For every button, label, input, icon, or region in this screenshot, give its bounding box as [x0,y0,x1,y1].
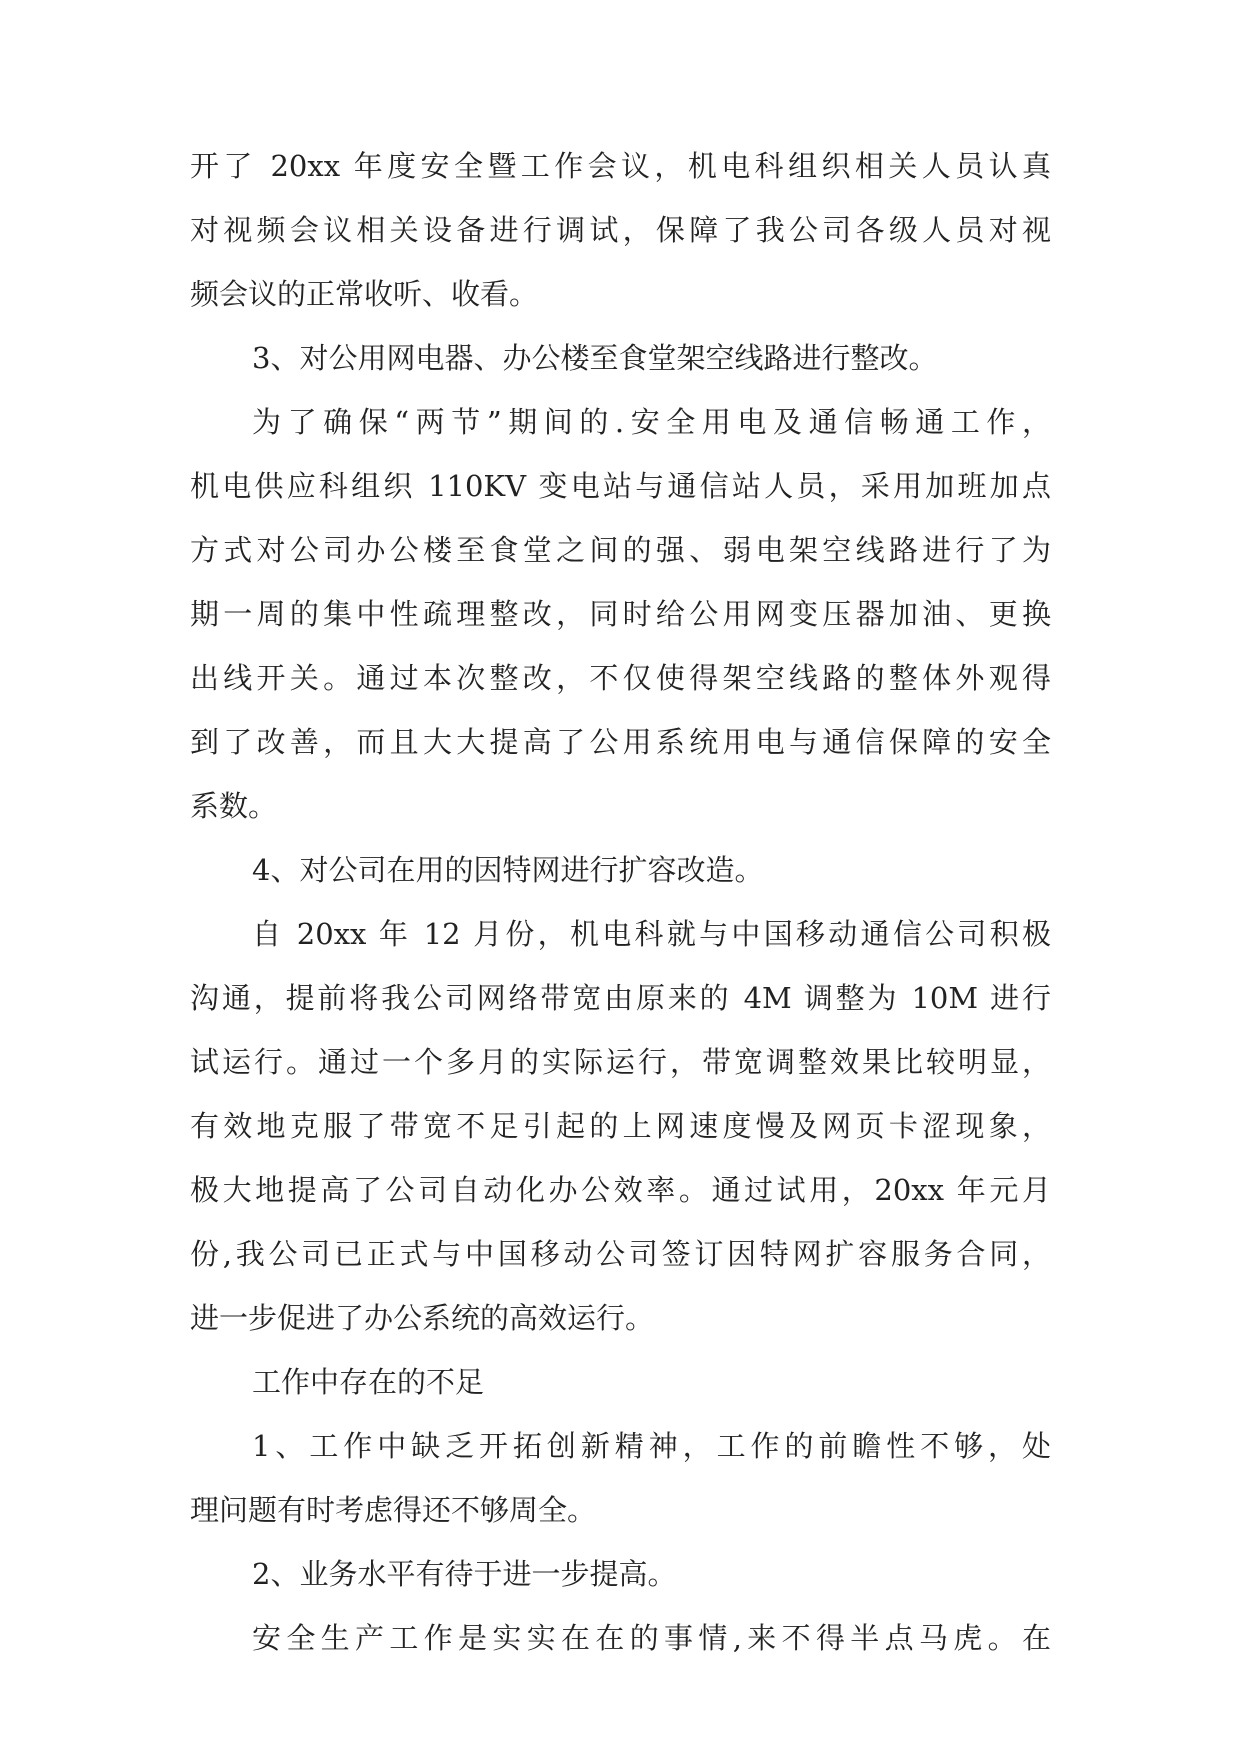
text-line: 份,我公司已正式与中国移动公司签订因特网扩容服务合同， [190,1237,1051,1271]
text-line: 4、对公司在用的因特网进行扩容改造。 [252,853,764,887]
text-line: 工作中存在的不足 [252,1365,485,1399]
text-line: 方式对公司办公楼至食堂之间的强、弱电架空线路进行了为 [190,533,1051,567]
text-line: 为了确保“两节”期间的.安全用电及通信畅通工作， [252,405,1051,439]
text-line: 试运行。通过一个多月的实际运行，带宽调整效果比较明显， [190,1045,1051,1079]
text-line: 到了改善，而且大大提高了公用系统用电与通信保障的安全 [190,725,1051,759]
text-line: 沟通，提前将我公司网络带宽由原来的 4M 调整为 10M 进行 [190,981,1051,1015]
text-line: 系数。 [190,789,278,823]
text-line: 1、工作中缺乏开拓创新精神，工作的前瞻性不够，处 [252,1429,1051,1463]
text-line: 期一周的集中性疏理整改，同时给公用网变压器加油、更换 [190,597,1051,631]
text-line: 安全生产工作是实实在在的事情,来不得半点马虎。在 [252,1621,1051,1655]
text-line: 开了 20xx 年度安全暨工作会议，机电科组织相关人员认真 [190,149,1051,183]
text-line: 理问题有时考虑得还不够周全。 [190,1493,597,1527]
text-line: 对视频会议相关设备进行调试，保障了我公司各级人员对视 [190,213,1051,247]
text-line: 机电供应科组织 110KV 变电站与通信站人员，采用加班加点 [190,469,1051,503]
text-line: 2、业务水平有待于进一步提高。 [252,1557,677,1591]
text-line: 极大地提高了公司自动化办公效率。通过试用，20xx 年元月 [190,1173,1051,1207]
text-line: 有效地克服了带宽不足引起的上网速度慢及网页卡涩现象， [190,1109,1051,1143]
text-line: 出线开关。通过本次整改，不仅使得架空线路的整体外观得 [190,661,1051,695]
text-line: 自 20xx 年 12 月份，机电科就与中国移动通信公司积极 [252,917,1051,951]
text-line: 进一步促进了办公系统的高效运行。 [190,1301,655,1335]
text-line: 3、对公用网电器、办公楼至食堂架空线路进行整改。 [252,341,938,375]
text-line: 频会议的正常收听、收看。 [190,277,539,311]
